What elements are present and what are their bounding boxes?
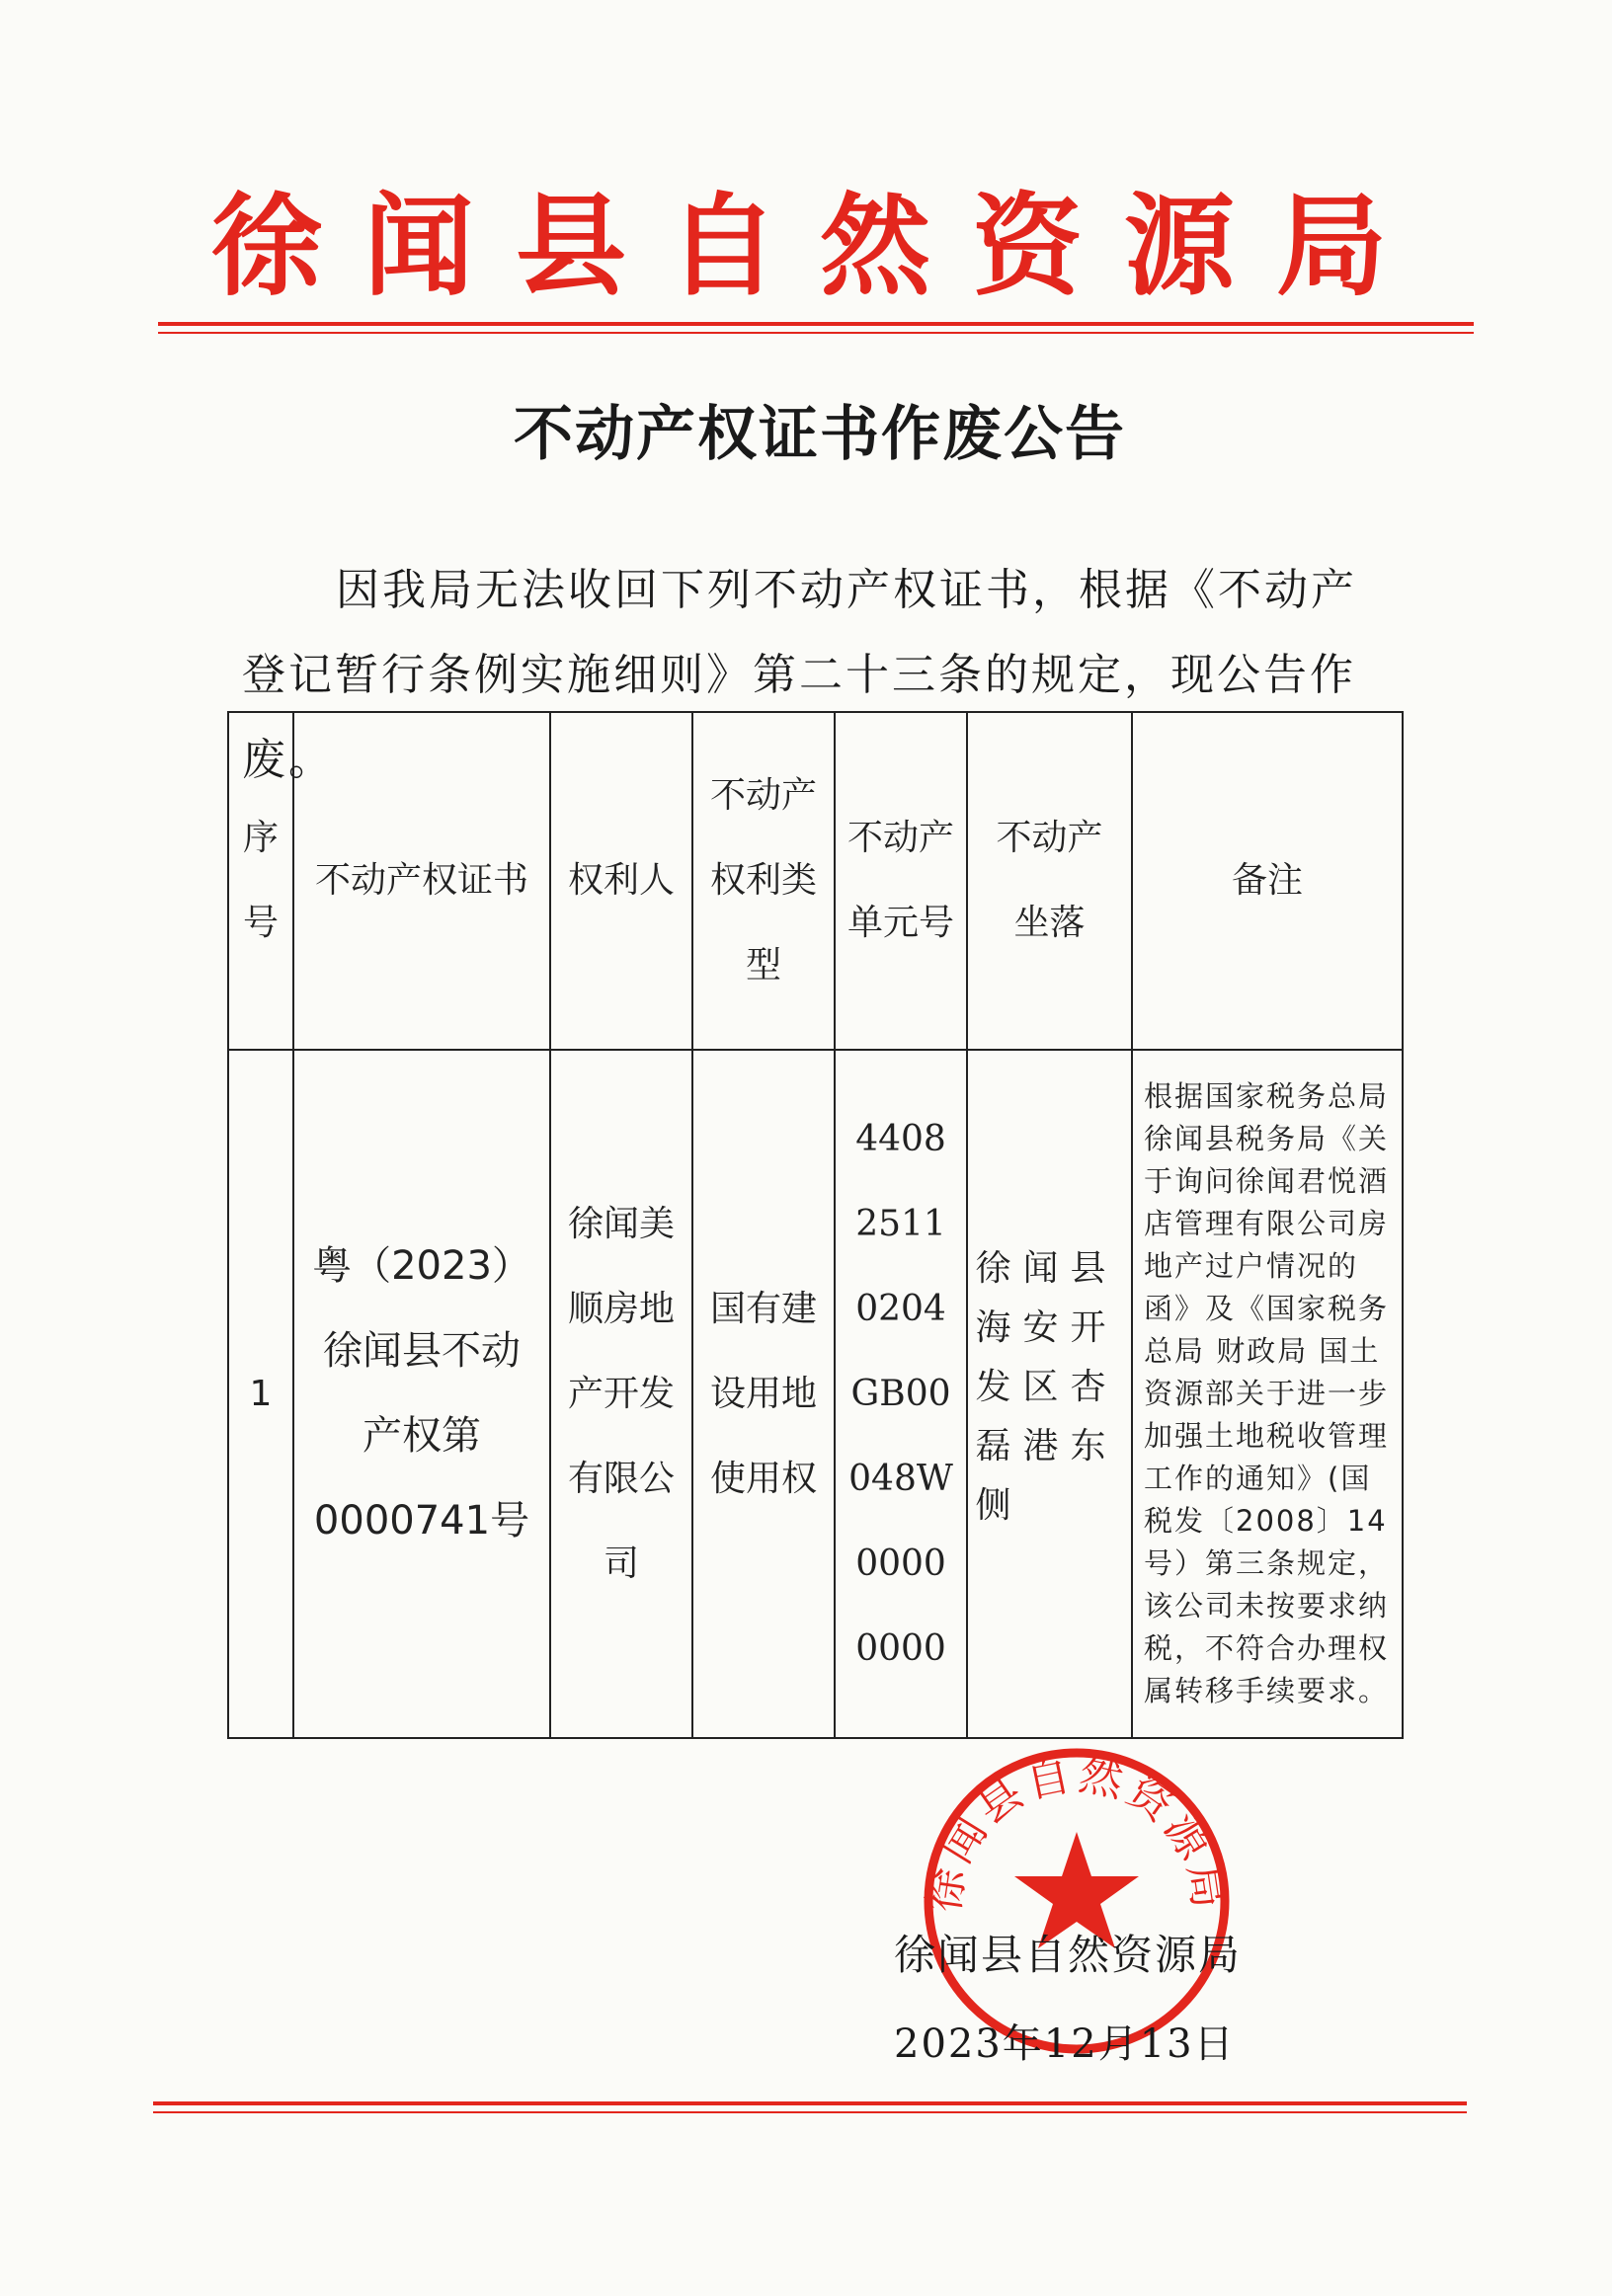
header-red-rule-thin (158, 332, 1474, 334)
cell-index: 1 (228, 1050, 293, 1738)
seal-text: 徐闻县自然资源局 (919, 1749, 1235, 1916)
cell-unit-no: 440825110204GB00048W00000000 (835, 1050, 967, 1738)
signature-date: 2023年12月13日 (894, 2021, 1236, 2067)
agency-header: 徐闻县自然资源局 (211, 183, 1428, 311)
notice-table (227, 711, 1404, 1739)
document-title: 不动产权证书作废公告 (514, 400, 1126, 469)
cell-location: 徐闻县海安开发区杏磊港东侧 (967, 1050, 1132, 1738)
header-index: 序号 (228, 712, 293, 1050)
notice-paragraph: 因我局无法收回下列不动产权证书，根据《不动产登记暂行条例实施细则》第二十三条的规定，现公告作废。 (242, 565, 1357, 785)
footer-red-rule-thin (153, 2111, 1467, 2113)
header-certificate: 不动产权证书 (293, 712, 550, 1050)
header-location: 不动产坐落 (967, 712, 1132, 1050)
footer-red-rule-thick (153, 2101, 1467, 2105)
cell-remark: 根据国家税务总局徐闻县税务局《关于询问徐闻君悦酒店管理有限公司房地产过户情况的函》及《国家税务总局 财政局 国土资源部关于进一步加强土地税收管理工作的通知》(国税发〔2008〕14号）第三条规定，该公司未按要求纳税，不符合办理权属转移手续要求。 (1132, 1050, 1403, 1738)
header-red-rule-thick (158, 322, 1474, 326)
signature-organization: 徐闻县自然资源局 (894, 1931, 1243, 1979)
header-remark: 备注 (1132, 712, 1403, 1050)
table-row (228, 1050, 1403, 1738)
cell-certificate: 粤（2023）徐闻县不动产权第0000741号 (293, 1050, 550, 1738)
cell-right-type: 国有建设用地使用权 (692, 1050, 835, 1738)
table-header-row (228, 712, 1403, 1050)
header-unit-no: 不动产单元号 (835, 712, 967, 1050)
header-holder: 权利人 (550, 712, 692, 1050)
cell-holder: 徐闻美顺房地产开发有限公司 (550, 1050, 692, 1738)
header-right-type: 不动产权利类型 (692, 712, 835, 1050)
